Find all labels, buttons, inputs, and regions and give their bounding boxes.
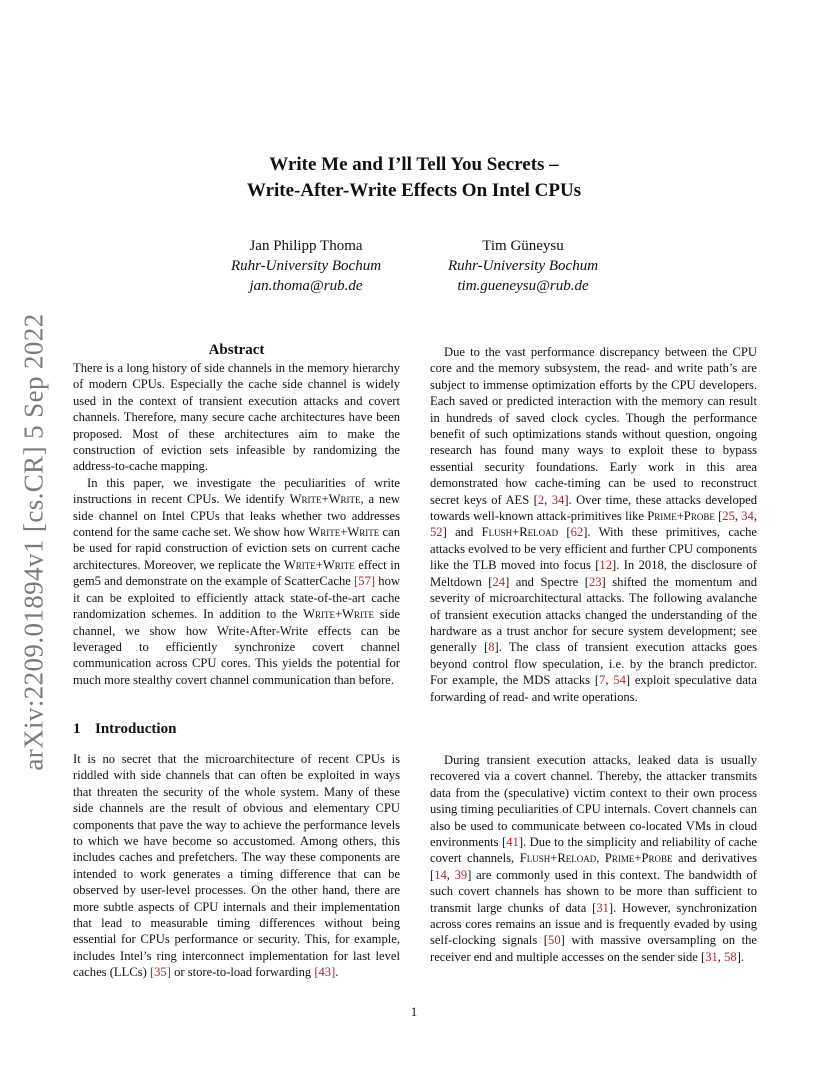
author-name: Jan Philipp Thoma [249,238,363,254]
right-column-top [430,344,757,705]
arxiv-sidebar [14,292,54,792]
abstract-paragraph-1: There is a long history of side channels in the memory hierarchy of modern CPUs. Especially the cache side channel is widely used in the context of transient execution attacks and covert channels. Therefore, many secure cache architectures have been proposed. Most of these architectures aim to make the construction of eviction sets infeasible by randomizing the address-to-cache mapping. [73,361,400,474]
write-write-term: Write+Write [308,525,380,540]
write-write-term: Write+Write [283,557,355,572]
introduction-section [73,720,400,981]
author-affiliation: Ruhr-University Bochum [447,258,599,274]
abstract-paragraph-2: In this paper, we investigate the peculiarities of write instructions in recent CPUs. We identify Write+Write, a new side channel on Intel CPUs that leaks whether two addresses contend for the same cache set. We show how Write+Write can be used for rapid construction of eviction sets on current cache architectures. Moreover, we replicate the Write+Write effect in gem5 and demonstrate on the example of ScatterCache [57] how it can be exploited to efficiently attack state-of-the-art cache randomization schemes. In addition to the Write+Write side channel, we show how Write-After-Write effects can be leveraged to efficiently synchronize covert channel communication across CPU cores. This yields the potential for much more stealthy covert channel communication than before. [73,475,401,687]
section-title: Introduction [95,721,177,737]
citation-link[interactable]: 2 [537,492,545,507]
citation-link[interactable]: 39 [454,867,468,882]
write-write-term: Write+Write [289,492,361,507]
section-number: 1 [73,721,81,737]
citation-link[interactable]: 31 [596,900,609,915]
page-number: 1 [410,1004,418,1019]
arxiv-identifier: arXiv:2209.01894v1 [cs.CR] 5 Sep 2022 [18,313,49,771]
abstract-heading: Abstract [208,342,265,358]
citation-link[interactable]: 14 [434,867,447,882]
citation-link[interactable]: 34 [741,509,754,524]
citation-link[interactable]: 52 [430,525,443,540]
citation-link[interactable]: 50 [548,933,561,948]
section-heading [73,720,400,738]
flush-reload-term: Flush+Reload [481,525,559,540]
citation-link[interactable]: 7 [599,673,606,688]
intro-paragraph-1: It is no secret that the microarchitecture of recent CPUs is riddled with side channels that can often be exploited in ways that threaten the security of the whole system. Many of these side channels are the result of obvious and elementary CPU components that pave the way to achieve the performance levels to which we have become so accustomed. Among others, this includes caches and prefetchers. The way these components are intended to work generates a timing difference that can be observed by user-level processes. On the other hand, there are more subtle aspects of CPU internals and their implementation that lead to measurable timing differences without being essential for CPUs performance or security. This, for example, includes Intel’s ring interconnect implementation for last level caches (LLCs) [35] or store-to-load forwarding [43]. [73,752,400,980]
title-line-2: Write-After-Write Effects On Intel CPUs [246,180,582,201]
author-email[interactable]: tim.gueneysu@rub.de [457,278,589,294]
citation-link[interactable]: 31 [705,949,718,964]
author-block-2 [393,236,653,296]
citation-link[interactable]: 23 [588,574,602,589]
author-name: Tim Güneysu [482,238,564,254]
body-paragraph: During transient execution attacks, leaked data is usually recovered via a covert channel. Thereby, the attacker transmits data from the (speculative) victim context to their own process using timing peculiarities of CPU internals. Covert channels can also be used to communicate between co-located VMs in cloud environments [41]. Due to the simplicity and reliability of cache covert channels, Flush+Reload, Prime+Probe and derivatives [14, 39] are commonly used in this context. The bandwidth of such covert channels has shown to be more than sufficient to transmit large chunks of data [31]. However, synchronization across cores remains an issue and is frequently evaded by using self-clocking signals [50] with massive oversampling on the receiver end and multiple accesses on the sender side [31, 58]. [430,753,758,964]
citation-link[interactable]: 12 [599,558,613,573]
citation-link[interactable]: 58 [724,949,737,964]
abstract-section [73,341,400,688]
body-paragraph: Due to the vast performance discrepancy between the CPU core and the memory subsystem, the read- and write path’s are subject to immense optimization efforts by the CPU developers. Each saved or predicted interaction with the memory can result in hundreds of saved clock cycles. Though the performance benefit of such optimizations stands without question, ongoing research has found many ways to exploit these to bypass essential security foundations. Early work in this area demonstrated how cache-timing can be used to reconstruct secret keys of AES [2, 34]. Over time, these attacks developed towards well-known attack-primitives like Prime+Probe [25, 34, 52] and Flush+Reload [62]. With these primitives, cache attacks evolved to be very efficient and further CPU components like the TLB moved into focus [12]. In 2018, the disclosure of Meltdown [24] and Spectre [23] shifted the momentum and severity of microarchitectural attacks. The following avalanche of transient execution attacks changed the understanding of the hardware as a trust anchor for secure system development; see generally [8]. The class of transient execution attacks goes beyond control flow speculation, i.e. by the branch predictor. For example, the MDS attacks [7, 54] exploit speculative data forwarding of read- and write operations. [430,345,758,704]
citation-link[interactable]: 25 [722,509,735,524]
author-email[interactable]: jan.thoma@rub.de [249,278,363,294]
citation-link[interactable]: 8 [488,640,495,655]
citation-link[interactable]: [35] [149,965,171,980]
citation-link[interactable]: [43] [314,965,336,980]
prime-probe-term: Prime+Probe [604,851,673,866]
citation-link[interactable]: 24 [492,574,506,589]
right-column-bottom [430,752,757,965]
paper-title [0,152,828,204]
author-affiliation: Ruhr-University Bochum [230,258,382,274]
prime-probe-term: Prime+Probe [647,509,715,524]
citation-link[interactable]: 41 [506,835,519,850]
citation-link[interactable]: 62 [570,525,584,540]
citation-link[interactable]: 34 [551,492,565,507]
citation-link[interactable]: 54 [613,673,626,688]
title-line-1: Write Me and I’ll Tell You Secrets – [269,154,559,175]
flush-reload-term: Flush+Reload [519,851,597,866]
write-write-term: Write+Write [303,607,374,622]
citation-link[interactable]: [57] [354,574,376,589]
